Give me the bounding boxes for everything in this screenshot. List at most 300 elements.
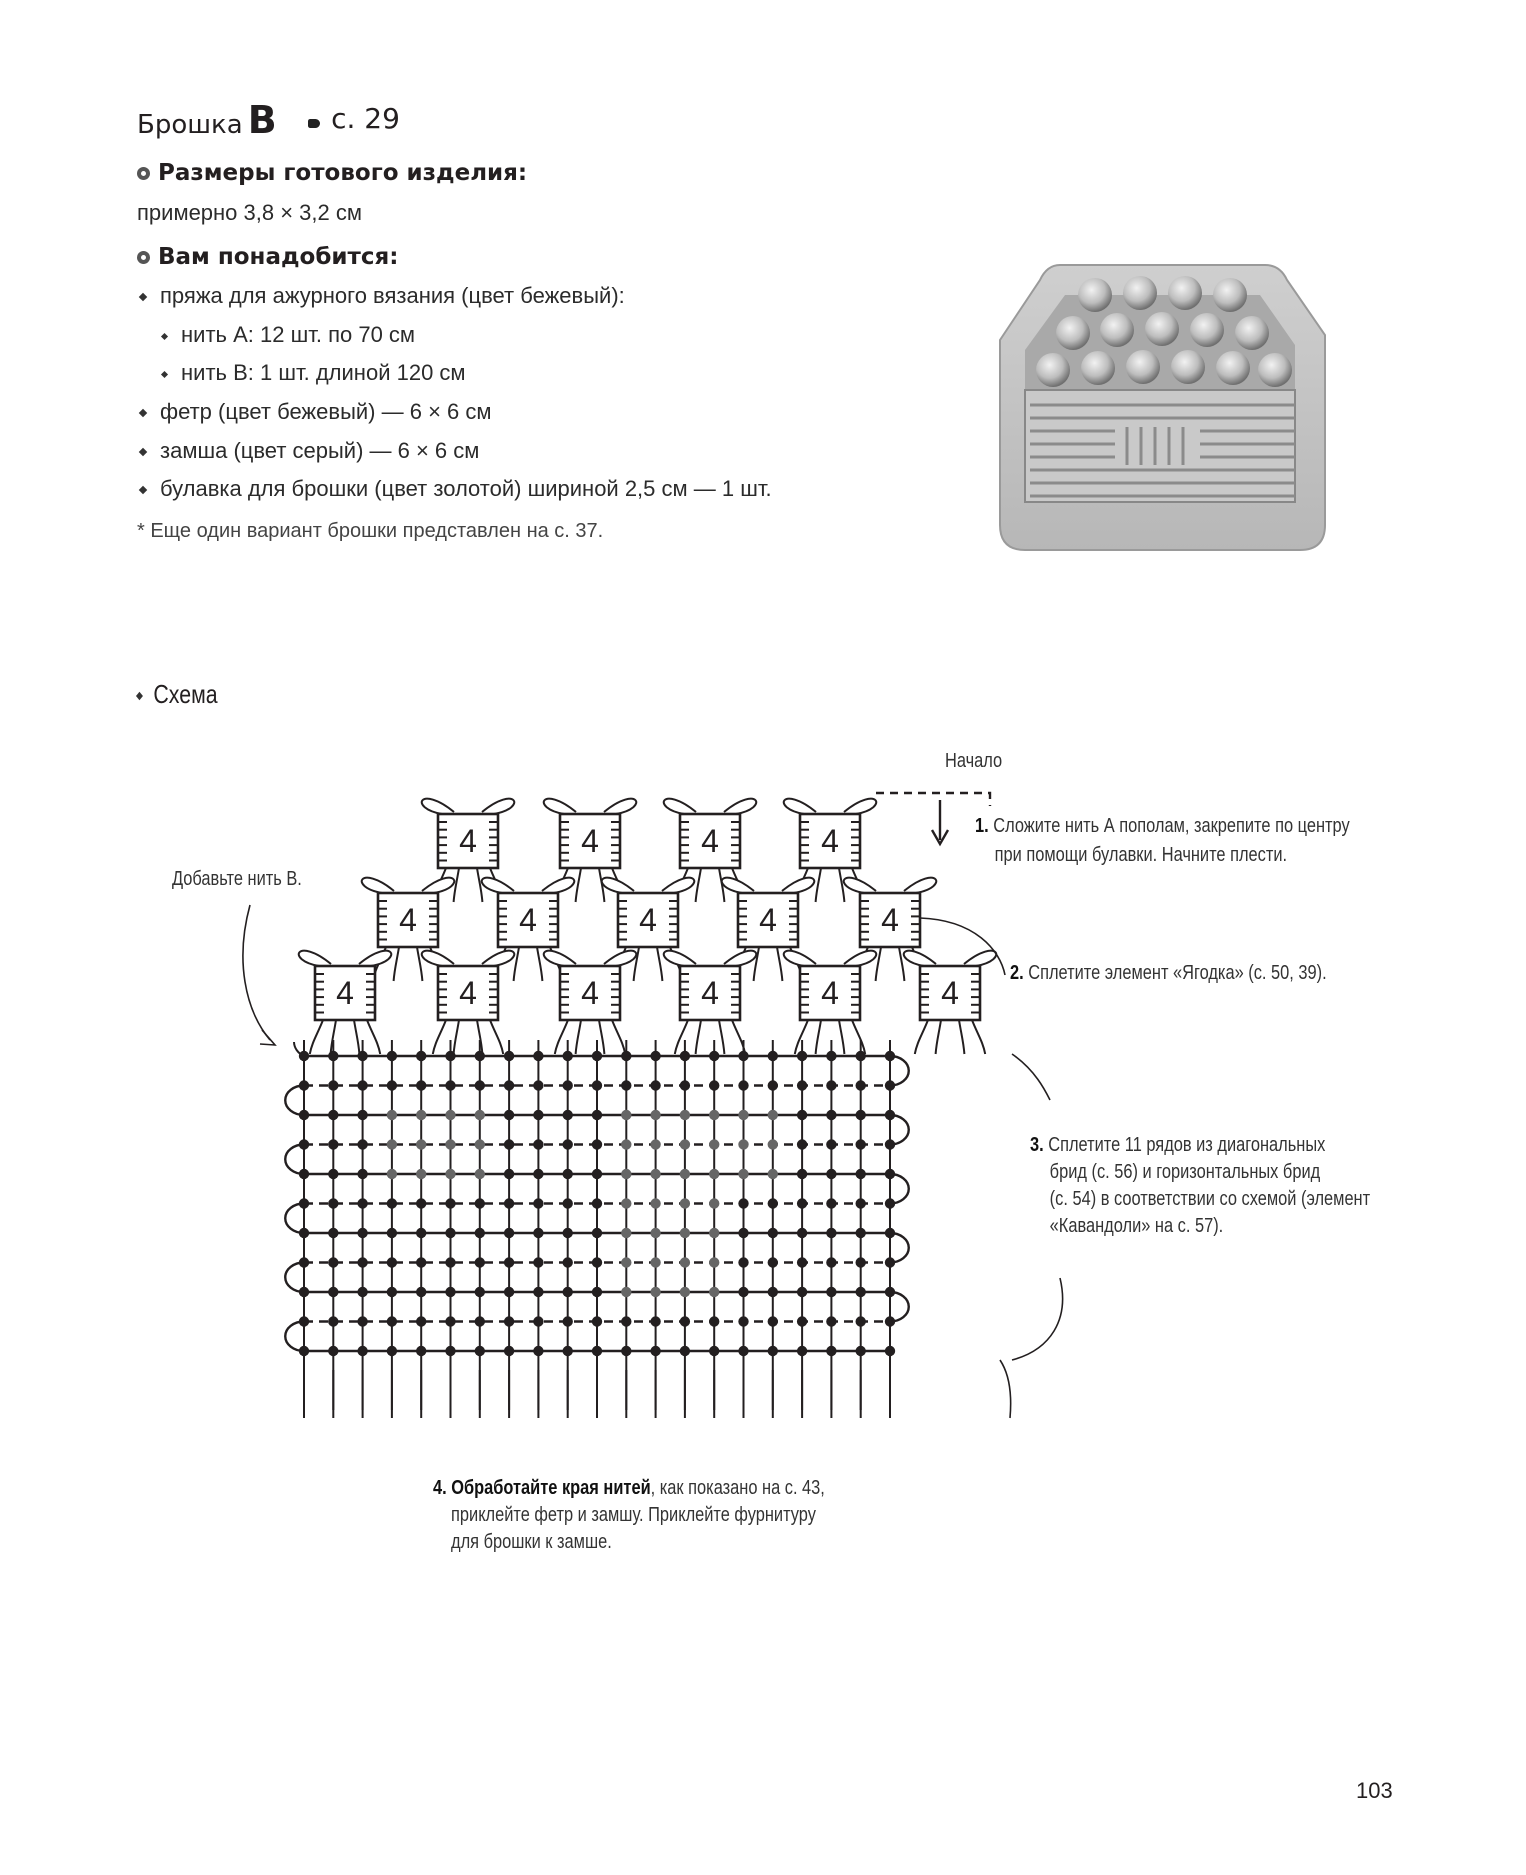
knot-dot (387, 1287, 397, 1297)
knot-dot (826, 1169, 836, 1179)
berry-leg (477, 868, 482, 902)
berry-leg (936, 1020, 941, 1054)
berry-number: 4 (519, 902, 537, 938)
knot-dot (299, 1080, 309, 1090)
page-ref-text: с. 29 (331, 102, 400, 135)
knot-dot (416, 1257, 426, 1267)
berry-loop (784, 951, 816, 966)
knot-dot (533, 1228, 543, 1238)
knot-dot (826, 1287, 836, 1297)
berry-number: 4 (639, 902, 657, 938)
knot-dot (475, 1257, 485, 1267)
knot-dot (445, 1287, 455, 1297)
berry-leg (816, 1020, 821, 1054)
knot-dot (299, 1316, 309, 1326)
diagram-berries (299, 799, 997, 1054)
step-line: для брошки к замше. (451, 1531, 612, 1553)
berry-number: 4 (701, 823, 719, 859)
knot-dot (357, 1316, 367, 1326)
knot-dot (826, 1346, 836, 1356)
turn-loop (285, 1322, 304, 1352)
knot-dot (826, 1051, 836, 1061)
berry-number: 4 (701, 975, 719, 1011)
berry-leg (555, 1020, 568, 1054)
turn-loop (890, 1115, 909, 1145)
knot-dot (826, 1080, 836, 1090)
knot-dot (299, 1051, 309, 1061)
berry-element (904, 951, 997, 1054)
knot-dot (680, 1346, 690, 1356)
berry-leg (972, 1020, 985, 1054)
berry-loop (722, 878, 754, 893)
knot-dot (768, 1051, 778, 1061)
knot-dot (738, 1287, 748, 1297)
knot-dot (299, 1346, 309, 1356)
list-item-text: булавка для брошки (цвет золотой) шириной 2,5 см — 1 шт. (160, 476, 772, 501)
knot-dot (650, 1080, 660, 1090)
list-item-text: замша (цвет серый) — 6 × 6 см (160, 438, 480, 463)
berry-loop (602, 878, 634, 893)
knot-dot (797, 1198, 807, 1208)
knot-dot (563, 1169, 573, 1179)
knot-dot (563, 1080, 573, 1090)
knot-dot (738, 1051, 748, 1061)
knot-dot (592, 1287, 602, 1297)
knot-dot (387, 1110, 397, 1120)
berry-leg (454, 1020, 459, 1054)
list-item-text: нить В: 1 шт. длиной 120 см (181, 360, 466, 385)
berry-loop (422, 878, 454, 893)
knot-dot (738, 1228, 748, 1238)
step-line: Сложите нить А пополам, закрепите по центру (993, 815, 1350, 837)
knot-dot (416, 1228, 426, 1238)
list-item-text: фетр (цвет бежевый) — 6 × 6 см (160, 399, 492, 424)
step-line: Сплетите элемент «Ягодка» (с. 50, 39). (1028, 962, 1327, 984)
knot-dot (328, 1110, 338, 1120)
knot-dot (563, 1287, 573, 1297)
knot-dot (680, 1287, 690, 1297)
berry-number: 4 (759, 902, 777, 938)
knot-dot (592, 1139, 602, 1149)
berry-number: 4 (459, 823, 477, 859)
knot-dot (328, 1198, 338, 1208)
berry-leg (354, 1020, 359, 1054)
knot-dot (856, 1257, 866, 1267)
knot-dot (387, 1198, 397, 1208)
knot-dot (826, 1139, 836, 1149)
knot-dot (533, 1316, 543, 1326)
knot-dot (563, 1316, 573, 1326)
knot-dot (709, 1110, 719, 1120)
knot-dot (416, 1110, 426, 1120)
knot-dot (563, 1228, 573, 1238)
fringe-edge (1000, 1360, 1011, 1418)
sizes-value: примерно 3,8 × 3,2 см (137, 200, 363, 225)
berry-loop (844, 799, 876, 814)
knot-dot (768, 1198, 778, 1208)
berry-number: 4 (581, 975, 599, 1011)
berry-number: 4 (336, 975, 354, 1011)
knot-dot (445, 1198, 455, 1208)
knot-dot (680, 1110, 690, 1120)
knot-dot (680, 1198, 690, 1208)
add-thread-leader (243, 905, 270, 1040)
diagram-grid (285, 1040, 909, 1418)
step-line: брид (с. 56) и горизонтальных брид (1049, 1161, 1321, 1183)
step3-bracket-top (1012, 1054, 1050, 1100)
berry-loop (782, 878, 814, 893)
berry-leg (675, 1020, 688, 1054)
berry-leg (433, 1020, 446, 1054)
knot-dot (563, 1257, 573, 1267)
knot-dot (563, 1346, 573, 1356)
knot-dot (504, 1228, 514, 1238)
berry-loop (904, 951, 936, 966)
knot-dot (650, 1139, 660, 1149)
knot-dot (826, 1257, 836, 1267)
knot-dot (357, 1257, 367, 1267)
knot-dot (797, 1051, 807, 1061)
step-line: (с. 54) в соответствии со схемой (элемент (1049, 1188, 1371, 1210)
knot-dot (387, 1316, 397, 1326)
knot-dot (738, 1198, 748, 1208)
add-thread-label: Добавьте нить В. (172, 868, 302, 890)
knot-dot (621, 1287, 631, 1297)
knot-dot (387, 1346, 397, 1356)
knot-dot (856, 1346, 866, 1356)
knot-dot (680, 1257, 690, 1267)
knot-dot (826, 1228, 836, 1238)
berry-leg (612, 1020, 625, 1054)
berry-leg (719, 1020, 724, 1054)
berry-leg (696, 868, 701, 902)
knot-dot (328, 1051, 338, 1061)
knot-dot (416, 1346, 426, 1356)
knot-dot (738, 1110, 748, 1120)
berry-loop (359, 951, 391, 966)
berry-leg (490, 1020, 503, 1054)
knot-dot (387, 1080, 397, 1090)
knot-dot (650, 1198, 660, 1208)
knot-dot (592, 1110, 602, 1120)
knot-dot (475, 1139, 485, 1149)
knot-dot (445, 1139, 455, 1149)
knot-dot (797, 1169, 807, 1179)
knot-dot (709, 1316, 719, 1326)
knot-dot (797, 1139, 807, 1149)
knot-dot (797, 1287, 807, 1297)
knot-dot (445, 1080, 455, 1090)
step-line: при помощи булавки. Начните плести. (994, 844, 1288, 866)
berry-leg (839, 868, 844, 902)
knot-dot (768, 1080, 778, 1090)
berry-loop (904, 878, 936, 893)
berry-loop (604, 951, 636, 966)
knot-dot (357, 1198, 367, 1208)
knot-dot (504, 1139, 514, 1149)
berry-leg (537, 947, 542, 981)
knot-dot (357, 1169, 367, 1179)
list-item-text: нить А: 12 шт. по 70 см (181, 322, 416, 347)
knot-dot (621, 1346, 631, 1356)
knot-dot (650, 1228, 660, 1238)
sizes-heading-text: Размеры готового изделия: (158, 160, 528, 186)
knot-dot (533, 1287, 543, 1297)
knot-dot (856, 1198, 866, 1208)
knot-dot (475, 1287, 485, 1297)
knot-dot (504, 1198, 514, 1208)
knot-dot (856, 1080, 866, 1090)
knot-dot (797, 1110, 807, 1120)
knot-dot (357, 1080, 367, 1090)
knot-dot (621, 1198, 631, 1208)
knot-dot (621, 1316, 631, 1326)
knot-dot (885, 1139, 895, 1149)
knot-dot (387, 1051, 397, 1061)
knot-dot (533, 1051, 543, 1061)
knot-dot (299, 1257, 309, 1267)
knot-dot (592, 1257, 602, 1267)
knot-dot (416, 1139, 426, 1149)
berry-number: 4 (941, 975, 959, 1011)
knot-dot (563, 1110, 573, 1120)
berry-loop (542, 878, 574, 893)
knot-dot (621, 1080, 631, 1090)
knot-dot (650, 1110, 660, 1120)
step-line: приклейте фетр и замшу. Приклейте фурнитуру (451, 1504, 816, 1526)
knot-dot (533, 1110, 543, 1120)
knot-dot (768, 1316, 778, 1326)
knot-dot (885, 1080, 895, 1090)
knot-dot (592, 1228, 602, 1238)
knot-dot (885, 1228, 895, 1238)
knot-dot (768, 1139, 778, 1149)
note: * Еще один вариант брошки представлен на с. 37. (137, 520, 604, 542)
knot-dot (680, 1080, 690, 1090)
page-number: 103 (1356, 1778, 1393, 1803)
berry-leg (599, 1020, 604, 1054)
knot-dot (797, 1316, 807, 1326)
knot-dot (826, 1198, 836, 1208)
berry-leg (394, 947, 399, 981)
knot-dot (885, 1257, 895, 1267)
knot-dot (387, 1139, 397, 1149)
berry-loop (544, 799, 576, 814)
knot-dot (357, 1139, 367, 1149)
knot-dot (621, 1169, 631, 1179)
berry-leg (657, 947, 662, 981)
knot-dot (738, 1169, 748, 1179)
knot-dot (504, 1051, 514, 1061)
knot-dot (299, 1228, 309, 1238)
knot-dot (650, 1169, 660, 1179)
turn-loop (890, 1292, 909, 1322)
berry-loop (724, 951, 756, 966)
turn-loop (285, 1086, 304, 1116)
knot-dot (475, 1228, 485, 1238)
knot-dot (533, 1257, 543, 1267)
berry-number: 4 (459, 975, 477, 1011)
knot-dot (416, 1051, 426, 1061)
berry-leg (367, 1020, 380, 1054)
turn-loop (285, 1263, 304, 1293)
step-bold: Обработайте края нитей (451, 1477, 651, 1499)
berry-loop (482, 799, 514, 814)
knot-dot (357, 1110, 367, 1120)
title-letter: B (247, 98, 277, 142)
knot-dot (650, 1346, 660, 1356)
knot-dot (592, 1346, 602, 1356)
knot-dot (533, 1198, 543, 1208)
berry-number: 4 (821, 823, 839, 859)
turn-loop (890, 1174, 909, 1204)
knot-dot (709, 1139, 719, 1149)
knot-dot (475, 1110, 485, 1120)
knot-dot (445, 1169, 455, 1179)
knot-dot (533, 1169, 543, 1179)
knot-dot (445, 1257, 455, 1267)
knot-dot (328, 1257, 338, 1267)
berry-leg (454, 868, 459, 902)
knot-dot (475, 1316, 485, 1326)
knot-dot (621, 1257, 631, 1267)
berry-leg (576, 868, 581, 902)
knot-dot (797, 1257, 807, 1267)
knot-dot (885, 1110, 895, 1120)
knot-dot (768, 1169, 778, 1179)
knot-dot (709, 1228, 719, 1238)
knot-dot (621, 1110, 631, 1120)
knot-dot (357, 1228, 367, 1238)
berry-loop (664, 799, 696, 814)
knot-dot (797, 1228, 807, 1238)
knot-dot (768, 1257, 778, 1267)
knot-dot (504, 1346, 514, 1356)
list-item-text: пряжа для ажурного вязания (цвет бежевый): (160, 283, 625, 308)
berry-loop (299, 951, 331, 966)
berry-loop (482, 951, 514, 966)
berry-loop (544, 951, 576, 966)
knot-dot (387, 1169, 397, 1179)
knot-dot (856, 1228, 866, 1238)
step-number: 1. (975, 815, 989, 837)
knot-dot (885, 1051, 895, 1061)
knot-dot (328, 1169, 338, 1179)
knot-dot (856, 1051, 866, 1061)
knot-dot (299, 1287, 309, 1297)
knot-dot (680, 1139, 690, 1149)
schema-heading-text: Схема (153, 679, 218, 709)
turn-loop (890, 1233, 909, 1263)
knot-dot (709, 1051, 719, 1061)
knot-dot (621, 1228, 631, 1238)
berry-loop (422, 951, 454, 966)
knot-dot (709, 1287, 719, 1297)
knot-dot (621, 1051, 631, 1061)
knot-dot (416, 1198, 426, 1208)
knot-dot (885, 1287, 895, 1297)
knot-dot (563, 1198, 573, 1208)
knot-dot (885, 1169, 895, 1179)
berry-loop (844, 951, 876, 966)
berry-loop (664, 951, 696, 966)
knot-dot (650, 1287, 660, 1297)
berry-leg (777, 947, 782, 981)
berry-loop (784, 799, 816, 814)
berry-leg (696, 1020, 701, 1054)
knot-dot (885, 1346, 895, 1356)
knot-dot (768, 1228, 778, 1238)
knot-dot (445, 1110, 455, 1120)
knot-dot (533, 1139, 543, 1149)
knot-dot (416, 1169, 426, 1179)
knot-dot (856, 1316, 866, 1326)
knot-dot (650, 1316, 660, 1326)
berry-leg (852, 1020, 865, 1054)
knot-dot (592, 1080, 602, 1090)
knot-dot (885, 1316, 895, 1326)
knot-dot (475, 1051, 485, 1061)
leader-arrow-icon (260, 1030, 275, 1045)
berry-leg (310, 1020, 323, 1054)
knot-dot (738, 1139, 748, 1149)
knot-dot (387, 1228, 397, 1238)
knot-dot (738, 1080, 748, 1090)
knot-dot (299, 1169, 309, 1179)
title-word: Брошка (137, 110, 243, 140)
knot-dot (621, 1139, 631, 1149)
berry-number: 4 (881, 902, 899, 938)
knot-dot (357, 1287, 367, 1297)
knot-dot (826, 1110, 836, 1120)
knot-dot (299, 1198, 309, 1208)
berry-leg (959, 1020, 964, 1054)
knot-dot (504, 1257, 514, 1267)
knot-dot (533, 1080, 543, 1090)
knot-dot (416, 1080, 426, 1090)
knot-dot (504, 1169, 514, 1179)
knot-dot (533, 1346, 543, 1356)
knot-dot (504, 1110, 514, 1120)
knot-dot (768, 1110, 778, 1120)
knot-dot (328, 1346, 338, 1356)
knot-dot (504, 1316, 514, 1326)
knot-dot (797, 1080, 807, 1090)
berry-leg (915, 1020, 928, 1054)
knot-dot (680, 1169, 690, 1179)
berry-leg (816, 868, 821, 902)
step3-bracket-bottom (1012, 1278, 1063, 1360)
knot-dot (592, 1051, 602, 1061)
knot-dot (709, 1080, 719, 1090)
knot-dot (709, 1169, 719, 1179)
knot-dot (475, 1198, 485, 1208)
knot-dot (504, 1287, 514, 1297)
knot-dot (885, 1198, 895, 1208)
start-label: Начало (945, 750, 1003, 772)
berry-loop (662, 878, 694, 893)
berry-number: 4 (399, 902, 417, 938)
knot-dot (475, 1169, 485, 1179)
knot-dot (328, 1287, 338, 1297)
knot-dot (357, 1346, 367, 1356)
berry-loop (482, 878, 514, 893)
berry-element (422, 951, 515, 1054)
berry-number: 4 (821, 975, 839, 1011)
knot-dot (299, 1139, 309, 1149)
knot-dot (680, 1051, 690, 1061)
knot-dot (650, 1257, 660, 1267)
